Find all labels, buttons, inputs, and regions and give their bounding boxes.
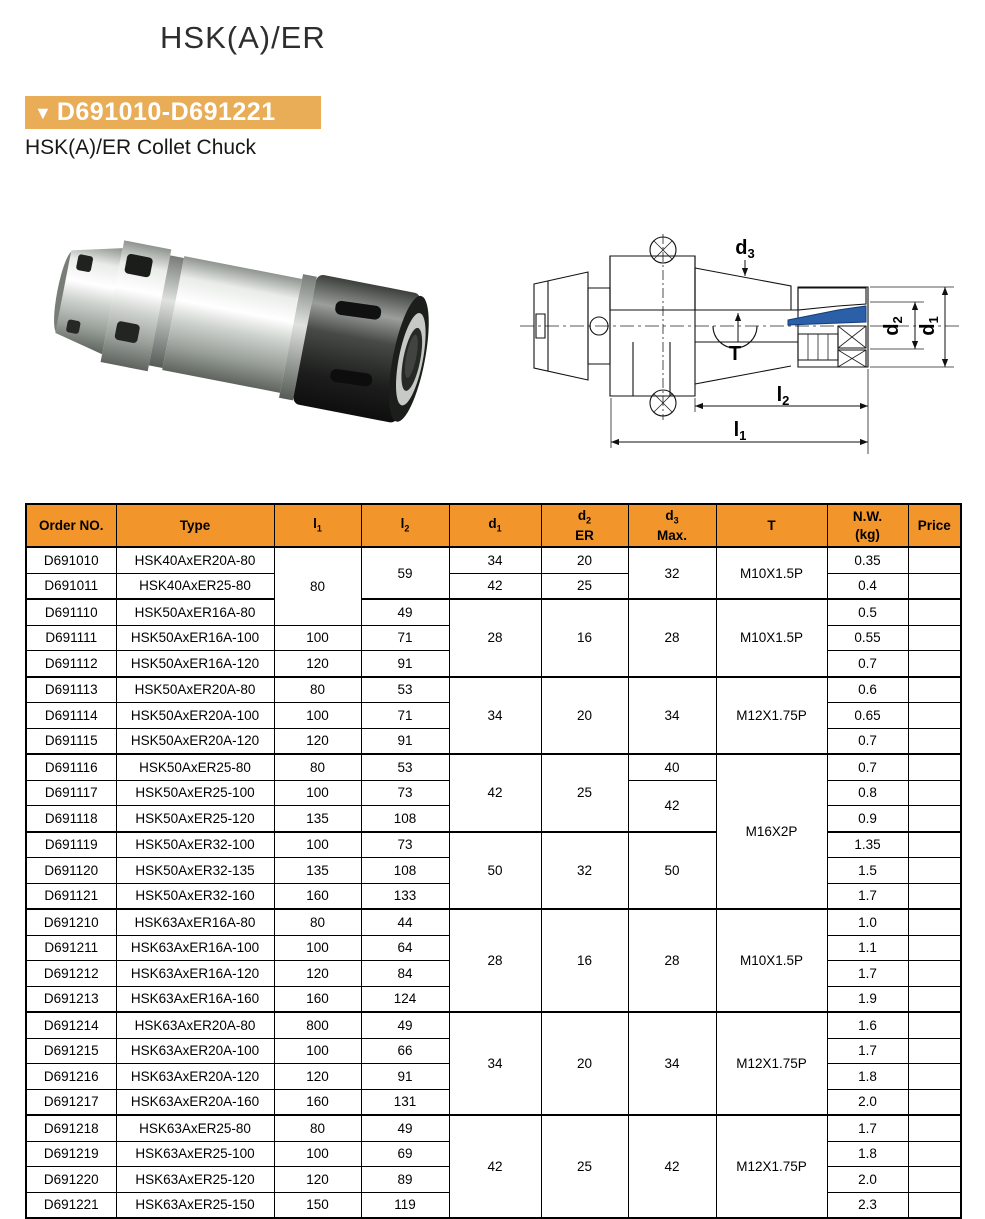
cell-order: D691120 xyxy=(26,858,116,884)
cell-price xyxy=(908,883,961,909)
cell-type: HSK50AxER16A-120 xyxy=(116,651,274,677)
cell-l2: 66 xyxy=(361,1038,449,1064)
cell-nw: 1.7 xyxy=(827,1038,908,1064)
cell-order: D691210 xyxy=(26,909,116,935)
cell-nw: 0.6 xyxy=(827,677,908,703)
cell-nw: 1.9 xyxy=(827,986,908,1012)
column-header: T xyxy=(716,504,827,547)
column-header: $l_2$ xyxy=(361,504,449,547)
cell-l2: 119 xyxy=(361,1192,449,1218)
cell-price xyxy=(908,1141,961,1167)
cell-t: M10X1.5P xyxy=(716,547,827,599)
cell-l2: 69 xyxy=(361,1141,449,1167)
cell-d1: 42 xyxy=(449,1115,541,1218)
cell-l1: 160 xyxy=(274,1089,361,1115)
cell-type: HSK50AxER20A-80 xyxy=(116,677,274,703)
cell-d1: 42 xyxy=(449,573,541,599)
cell-nw: 1.5 xyxy=(827,858,908,884)
product-range-banner xyxy=(25,96,321,129)
cell-price xyxy=(908,1167,961,1193)
column-header: Type xyxy=(116,504,274,547)
cell-l1: 100 xyxy=(274,625,361,651)
cell-type: HSK50AxER32-135 xyxy=(116,858,274,884)
collet-chuck-photo xyxy=(40,186,470,481)
cell-l2: 124 xyxy=(361,986,449,1012)
cell-l2: 71 xyxy=(361,625,449,651)
cell-l1: 100 xyxy=(274,1141,361,1167)
cell-order: D691010 xyxy=(26,547,116,573)
cell-type: HSK63AxER16A-80 xyxy=(116,909,274,935)
cell-order: D691211 xyxy=(26,935,116,961)
cell-l1: 800 xyxy=(274,1012,361,1038)
cell-l1: 160 xyxy=(274,986,361,1012)
cell-order: D691115 xyxy=(26,728,116,754)
column-header: $d_1$ xyxy=(449,504,541,547)
cell-l2: 91 xyxy=(361,651,449,677)
cell-t: M12X1.75P xyxy=(716,677,827,755)
cell-l2: 53 xyxy=(361,754,449,780)
cell-order: D691220 xyxy=(26,1167,116,1193)
cell-l2: 64 xyxy=(361,935,449,961)
cell-nw: 0.9 xyxy=(827,806,908,832)
cell-price xyxy=(908,1064,961,1090)
cell-price xyxy=(908,599,961,625)
cell-order: D691216 xyxy=(26,1064,116,1090)
cell-type: HSK50AxER16A-80 xyxy=(116,599,274,625)
cell-nw: 1.7 xyxy=(827,1115,908,1141)
cell-type: HSK63AxER25-120 xyxy=(116,1167,274,1193)
cell-d2: 25 xyxy=(541,754,628,832)
cell-d3: 28 xyxy=(628,599,716,677)
cell-d1: 28 xyxy=(449,599,541,677)
cell-type: HSK63AxER16A-100 xyxy=(116,935,274,961)
dimension-label-d2: $d_2$ xyxy=(881,316,905,336)
cell-price xyxy=(908,832,961,858)
cell-type: HSK63AxER25-100 xyxy=(116,1141,274,1167)
cell-d2: 20 xyxy=(541,1012,628,1115)
table-row xyxy=(26,754,961,780)
cell-d2: 16 xyxy=(541,909,628,1012)
spec-table xyxy=(25,503,962,1219)
cell-l1: 80 xyxy=(274,547,361,625)
column-header: $d_3$ Max. xyxy=(628,504,716,547)
cell-nw: 2.3 xyxy=(827,1192,908,1218)
cell-type: HSK50AxER25-80 xyxy=(116,754,274,780)
cell-d1: 42 xyxy=(449,754,541,832)
dimension-label-d1: $d_1$ xyxy=(917,316,941,336)
cell-l1: 160 xyxy=(274,883,361,909)
cell-type: HSK63AxER20A-80 xyxy=(116,1012,274,1038)
table-row xyxy=(26,1115,961,1141)
cell-l2: 44 xyxy=(361,909,449,935)
cell-order: D691110 xyxy=(26,599,116,625)
cell-price xyxy=(908,806,961,832)
column-header: $d_2$ ER xyxy=(541,504,628,547)
cell-price xyxy=(908,754,961,780)
cell-order: D691118 xyxy=(26,806,116,832)
cell-price xyxy=(908,1192,961,1218)
cell-order: D691219 xyxy=(26,1141,116,1167)
cell-type: HSK63AxER20A-120 xyxy=(116,1064,274,1090)
spec-table-body xyxy=(26,547,961,1218)
cell-l1: 80 xyxy=(274,677,361,703)
cell-order: D691116 xyxy=(26,754,116,780)
cell-l1: 100 xyxy=(274,832,361,858)
cell-type: HSK40AxER20A-80 xyxy=(116,547,274,573)
cell-d3: 50 xyxy=(628,832,716,910)
column-header: N.W. (kg) xyxy=(827,504,908,547)
cell-type: HSK63AxER25-80 xyxy=(116,1115,274,1141)
table-row xyxy=(26,909,961,935)
cell-price xyxy=(908,651,961,677)
cell-price xyxy=(908,625,961,651)
cell-nw: 0.4 xyxy=(827,573,908,599)
cell-l1: 100 xyxy=(274,935,361,961)
dimension-label-t: T xyxy=(728,343,742,365)
cell-order: D691218 xyxy=(26,1115,116,1141)
cell-type: HSK50AxER20A-120 xyxy=(116,728,274,754)
cell-d3: 28 xyxy=(628,909,716,1012)
cell-l2: 133 xyxy=(361,883,449,909)
cell-d3: 32 xyxy=(628,547,716,599)
cell-d1: 34 xyxy=(449,1012,541,1115)
dimension-drawing xyxy=(498,222,978,477)
table-row xyxy=(26,1012,961,1038)
cell-l2: 89 xyxy=(361,1167,449,1193)
cell-nw: 1.7 xyxy=(827,961,908,987)
cell-d2: 20 xyxy=(541,547,628,573)
cell-l1: 120 xyxy=(274,1167,361,1193)
cell-type: HSK50AxER25-100 xyxy=(116,780,274,806)
cell-nw: 1.7 xyxy=(827,883,908,909)
cell-d1: 34 xyxy=(449,547,541,573)
cell-l1: 100 xyxy=(274,780,361,806)
cell-price xyxy=(908,780,961,806)
cell-l2: 59 xyxy=(361,547,449,599)
cell-t: M16X2P xyxy=(716,754,827,909)
cell-l1: 135 xyxy=(274,806,361,832)
cell-l2: 71 xyxy=(361,703,449,729)
technical-diagram xyxy=(498,222,978,477)
cell-l2: 108 xyxy=(361,858,449,884)
column-header: Order NO. xyxy=(26,504,116,547)
cell-l2: 73 xyxy=(361,780,449,806)
cell-l2: 91 xyxy=(361,728,449,754)
page-title: HSK(A)/ER xyxy=(160,20,326,55)
cell-l2: 84 xyxy=(361,961,449,987)
cell-price xyxy=(908,703,961,729)
cell-l2: 131 xyxy=(361,1089,449,1115)
cell-nw: 1.1 xyxy=(827,935,908,961)
cell-l1: 120 xyxy=(274,961,361,987)
dimension-label-d3: $d_3$ xyxy=(735,237,755,261)
cell-nw: 2.0 xyxy=(827,1167,908,1193)
cell-nw: 0.65 xyxy=(827,703,908,729)
cell-l1: 80 xyxy=(274,1115,361,1141)
cell-d3: 42 xyxy=(628,780,716,832)
cell-t: M12X1.75P xyxy=(716,1012,827,1115)
cell-d1: 34 xyxy=(449,677,541,755)
cell-type: HSK63AxER25-150 xyxy=(116,1192,274,1218)
product-photo xyxy=(40,186,470,481)
cell-order: D691117 xyxy=(26,780,116,806)
cell-order: D691011 xyxy=(26,573,116,599)
cell-type: HSK50AxER16A-100 xyxy=(116,625,274,651)
cell-type: HSK63AxER16A-160 xyxy=(116,986,274,1012)
dimension-label-l2: $l_2$ xyxy=(776,384,790,408)
cell-order: D691119 xyxy=(26,832,116,858)
cell-nw: 2.0 xyxy=(827,1089,908,1115)
cell-nw: 1.35 xyxy=(827,832,908,858)
column-header: Price xyxy=(908,504,961,547)
cell-t: M12X1.75P xyxy=(716,1115,827,1218)
cell-d1: 50 xyxy=(449,832,541,910)
cell-order: D691112 xyxy=(26,651,116,677)
cell-l1: 150 xyxy=(274,1192,361,1218)
cell-nw: 1.6 xyxy=(827,1012,908,1038)
cell-t: M10X1.5P xyxy=(716,909,827,1012)
collet-wedge xyxy=(788,306,866,325)
cell-l2: 49 xyxy=(361,599,449,625)
table-row xyxy=(26,547,961,573)
cell-type: HSK63AxER16A-120 xyxy=(116,961,274,987)
cell-d2: 16 xyxy=(541,599,628,677)
cell-nw: 1.8 xyxy=(827,1141,908,1167)
cell-price xyxy=(908,935,961,961)
cell-price xyxy=(908,573,961,599)
cell-d1: 28 xyxy=(449,909,541,1012)
cell-price xyxy=(908,909,961,935)
cell-nw: 0.5 xyxy=(827,599,908,625)
cell-l1: 120 xyxy=(274,728,361,754)
cell-order: D691213 xyxy=(26,986,116,1012)
cell-l2: 73 xyxy=(361,832,449,858)
cell-l1: 100 xyxy=(274,703,361,729)
cell-type: HSK50AxER25-120 xyxy=(116,806,274,832)
dimension-label-l1: $l_1$ xyxy=(733,419,747,443)
cell-t: M10X1.5P xyxy=(716,599,827,677)
cell-type: HSK63AxER20A-160 xyxy=(116,1089,274,1115)
cell-price xyxy=(908,986,961,1012)
cell-price xyxy=(908,1012,961,1038)
cell-l1: 120 xyxy=(274,651,361,677)
cell-l1: 135 xyxy=(274,858,361,884)
cell-type: HSK50AxER20A-100 xyxy=(116,703,274,729)
cell-order: D691114 xyxy=(26,703,116,729)
cell-price xyxy=(908,1089,961,1115)
cell-nw: 0.35 xyxy=(827,547,908,573)
cell-order: D691221 xyxy=(26,1192,116,1218)
body-section xyxy=(695,268,791,310)
cell-l1: 100 xyxy=(274,1038,361,1064)
table-row xyxy=(26,599,961,625)
cell-l2: 49 xyxy=(361,1012,449,1038)
cell-d3: 34 xyxy=(628,1012,716,1115)
cell-l2: 91 xyxy=(361,1064,449,1090)
triangle-down-icon: ▼ xyxy=(34,102,52,123)
cell-l1: 120 xyxy=(274,1064,361,1090)
cell-d3: 34 xyxy=(628,677,716,755)
cell-l2: 49 xyxy=(361,1115,449,1141)
cell-type: HSK40AxER25-80 xyxy=(116,573,274,599)
cell-type: HSK63AxER20A-100 xyxy=(116,1038,274,1064)
cell-order: D691214 xyxy=(26,1012,116,1038)
cell-order: D691121 xyxy=(26,883,116,909)
cell-l2: 108 xyxy=(361,806,449,832)
cell-type: HSK50AxER32-160 xyxy=(116,883,274,909)
cell-price xyxy=(908,858,961,884)
cell-nw: 0.7 xyxy=(827,728,908,754)
page-subtitle: HSK(A)/ER Collet Chuck xyxy=(25,136,257,159)
cell-l2: 53 xyxy=(361,677,449,703)
cell-d2: 32 xyxy=(541,832,628,910)
product-range-label: D691010-D691221 xyxy=(56,98,276,126)
cell-price xyxy=(908,547,961,573)
column-header: $l_1$ xyxy=(274,504,361,547)
cell-d3: 40 xyxy=(628,754,716,780)
cell-price xyxy=(908,728,961,754)
cell-price xyxy=(908,677,961,703)
cell-order: D691111 xyxy=(26,625,116,651)
cell-d2: 25 xyxy=(541,1115,628,1218)
cell-order: D691215 xyxy=(26,1038,116,1064)
cell-nw: 1.0 xyxy=(827,909,908,935)
cell-l1: 80 xyxy=(274,754,361,780)
cell-order: D691212 xyxy=(26,961,116,987)
cell-nw: 0.7 xyxy=(827,754,908,780)
cell-nw: 0.55 xyxy=(827,625,908,651)
table-header-row xyxy=(26,504,961,547)
cell-order: D691113 xyxy=(26,677,116,703)
cell-l1: 80 xyxy=(274,909,361,935)
cell-nw: 0.7 xyxy=(827,651,908,677)
cell-price xyxy=(908,1115,961,1141)
cell-nw: 1.8 xyxy=(827,1064,908,1090)
cell-d3: 42 xyxy=(628,1115,716,1218)
cell-d2: 25 xyxy=(541,573,628,599)
cell-nw: 0.8 xyxy=(827,780,908,806)
cell-price xyxy=(908,1038,961,1064)
table-row xyxy=(26,677,961,703)
cell-order: D691217 xyxy=(26,1089,116,1115)
cell-price xyxy=(908,961,961,987)
cell-d2: 20 xyxy=(541,677,628,755)
cell-type: HSK50AxER32-100 xyxy=(116,832,274,858)
